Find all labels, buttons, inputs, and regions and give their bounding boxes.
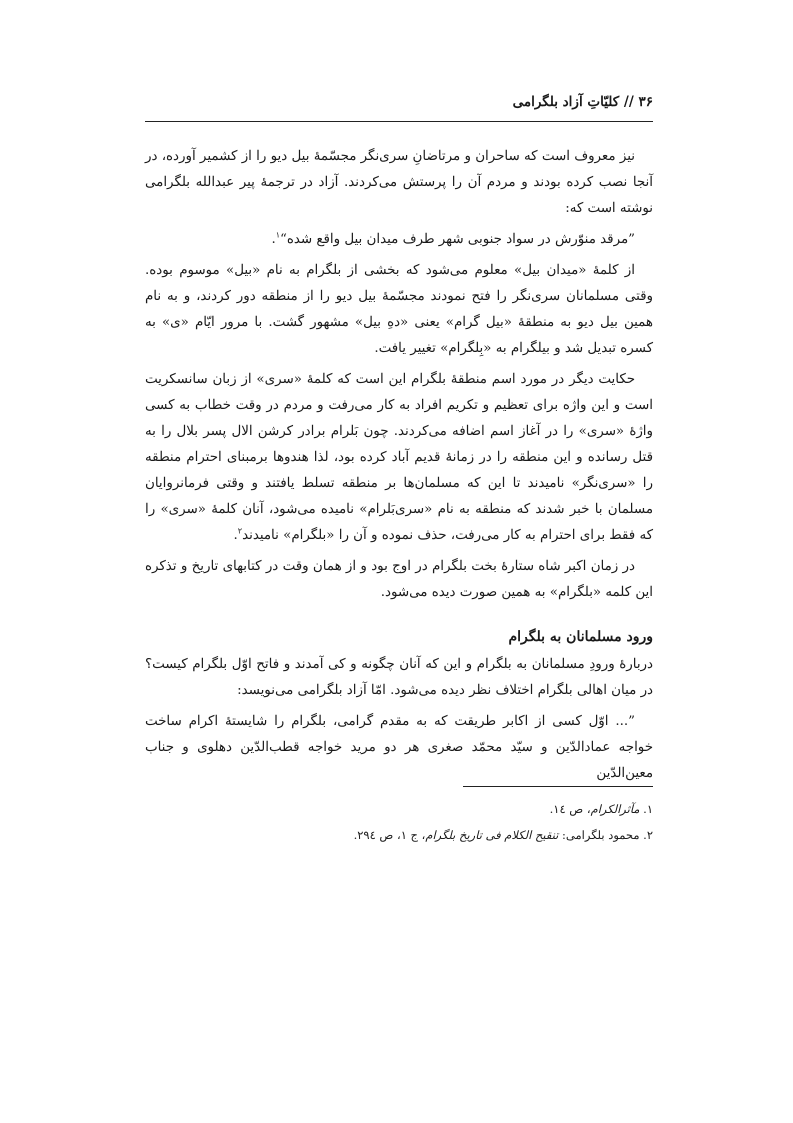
book-title: کلیّاتِ آزاد بلگرامی — [512, 94, 620, 110]
paragraph: نیز معروف است که ساحران و مرتاضانِ سری‌نگر مجسّمهٔ بیل دیو را از کشمیر آورده، در آنجا نصب کرده بودند و مردم آن را پرستش می‌کردند. آزاد در ترجمهٔ پیر عبدالله بلگرامی نوشته است که: — [145, 149, 653, 216]
page-number: ۳۶ — [638, 94, 653, 110]
quote-text: ”مرقد منوّرش در سواد جنوبی شهر طرف میدان بیل واقع شده“ — [280, 232, 635, 247]
quote: ”... اوّل کسی از اکابر طریقت که به مقدم گرامی، بلگرام را شایستهٔ اکرام ساخت خواجه عمادالدّین و سیّد محمّد صغری هر دو مرید خواجه قطب‌الدّین دهلوی و جناب معین‌الدّین — [145, 714, 653, 781]
footnote-rule — [463, 786, 653, 787]
footnote-rest: ، ج ۱، ص ۲۹٤. — [353, 828, 426, 842]
main-text — [145, 144, 653, 792]
footnote-author: محمود بلگرامی: — [562, 828, 640, 842]
footnote — [145, 796, 653, 822]
paragraph: از کلمهٔ «میدان بیل» معلوم می‌شود که بخشی از بلگرام به نام «بیل» موسوم بوده. وقتی مسلمانان سری‌نگر را فتح نمودند مجسّمهٔ بیل دیو را از منطقه دور کردند، و به نام همین بیل دیو به منطقهٔ «بیل گرام» یعنی «دهِ بیل» مشهور گشت. با مرور ایّام «ی» به کسره تبدیل شد و بیلگرام به «بِلگرام» تغییر یافت. — [145, 263, 653, 356]
paragraph: در زمان اکبر شاه ستارهٔ بخت بلگرام در اوج بود و از همان وقت در کتابهای تاریخ و تذکره این کلمه «بلگرام» به همین صورت دیده می‌شود. — [145, 559, 653, 600]
footnote-number: ۲. — [643, 828, 653, 842]
paragraph: حکایت دیگر در مورد اسم منطقهٔ بلگرام این است که کلمهٔ «سری» از زبان سانسکریت است و این واژه برای تعظیم و تکریم افراد به کار می‌رفت و مردم در وقت خطاب به کسی واژهٔ «سری» را در آغاز اسم اضافه می‌کردند. چون بَلرام برادر کرشن الال پسر بلال را به قتل رسانده و این منطقه را در زمانهٔ قدیم آباد کرده بود، لذا هندوها برمبنای احترام منطقه را «سری‌نگر» نامیدند تا این که مسلمان‌ها بر منطقه تسلط یافتند و وقتی فرمانروایان مسلمان با خبر شدند که منطقه به نام «سری‌بَلرام» نامیده می‌شود، آنان کلمهٔ «سری» را که فقط برای احترام به کار می‌رفت، حذف نموده و آن را «بلگرام» نامیدند$^۲$. — [145, 372, 653, 543]
quote: ”مرقد منوّرش در سواد جنوبی شهر طرف میدان بیل واقع شده“$^۱$. — [271, 230, 635, 247]
section-heading: ورود مسلمانان به بلگرام — [508, 629, 653, 645]
footnote-ref: ۲ — [237, 526, 243, 536]
paragraph: دربارهٔ ورودِ مسلمانان به بلگرام و این که آنان چگونه و کی آمدند و فاتح اوّل بلگرام کیست؟ در میان اهالی بلگرام اختلاف نظر دیده می‌شود. امّا آزاد بلگرامی می‌نویسد: — [145, 657, 653, 698]
header-separator: // — [623, 94, 634, 110]
footnote-rest: ، ص ۱٤. — [549, 802, 591, 816]
header-rule — [145, 121, 653, 122]
paragraph-text: حکایت دیگر در مورد اسم منطقهٔ بلگرام این است که کلمهٔ «سری» از زبان سانسکریت است و این واژه برای تعظیم و تکریم افراد به کار می‌رفت و مردم در وقت خطاب به کسی واژهٔ «سری» را در آغاز اسم اضافه می‌کردند. چون بَلرام برادر کرشن الال پسر بلال را به قتل رسانده و این منطقه را در زمانهٔ قدیم آباد کرده بود، لذا هندوها برمبنای احترام منطقه را «سری‌نگر» نامیدند تا این که مسلمان‌ها بر منطقه تسلط یافتند و وقتی فرمانروایان مسلمان با خبر شدند که منطقه به نام «سری‌بَلرام» نامیده می‌شود، آنان کلمهٔ «سری» را که فقط برای احترام به کار می‌رفت، حذف نموده و آن را «بلگرام» نامیدند — [145, 372, 653, 543]
footnote-title: تنقیح الکلام فی تاریخ بلگرام — [425, 828, 559, 842]
running-header — [145, 94, 653, 110]
footnote-ref: ۱ — [275, 230, 281, 240]
footnotes — [145, 796, 653, 848]
footnote-title: مآثرالکرام — [590, 802, 640, 816]
footnote-number: ۱. — [643, 802, 653, 816]
footnote — [145, 822, 653, 848]
